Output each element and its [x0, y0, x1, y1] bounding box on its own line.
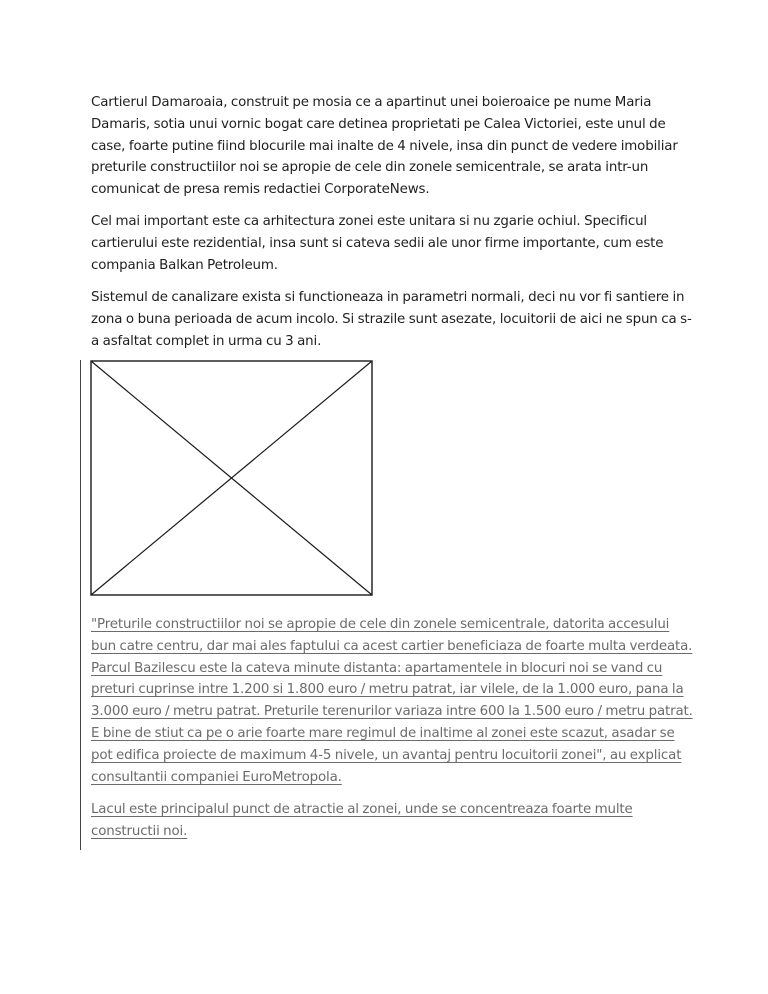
text-line: Sistemul de canalizare exista si functioneaza in parametri normali, deci nu vor fi santiere in — [91, 290, 685, 305]
tracked-paragraph-quote — [91, 614, 691, 788]
text-line: compania Balkan Petroleum. — [91, 257, 278, 273]
text-line: Cartierul Damaroaia, construit pe mosia ce a apartinut unei boieroaice pe nume Maria — [91, 95, 652, 110]
text-line: zona o buna perioada de acum incolo. Si strazile sunt asezate, locuitorii de aici ne spun ca s- — [91, 311, 692, 327]
text-line: Cel mai important este ca arhitectura zonei este unitara si nu zgarie ochiul. Specificul — [91, 214, 647, 229]
paragraph-architecture — [91, 211, 691, 276]
paragraph-infrastructure — [91, 287, 691, 352]
text-line: a asfaltat complet in urma cu 3 ani. — [91, 333, 322, 349]
paragraph-damaroaia-intro — [91, 92, 691, 201]
change-bar — [80, 360, 81, 850]
text-line: Damaris, sotia unui vornic bogat care detinea proprietati pe Calea Victoriei, este unul de — [91, 116, 666, 132]
tracked-paragraph-lake — [91, 799, 691, 843]
text-line: bun catre centru, dar mai ales faptului ca acest cartier beneficiaza de foarte multa verdeata. — [91, 638, 693, 654]
text-line: cartierului este rezidential, insa sunt si cateva sedii ale unor firme importante, cum este — [91, 235, 664, 251]
text-line: preturile constructiilor noi se apropie de cele din zonele semicentrale, se arata intr-un — [91, 160, 649, 176]
text-line: Parcul Bazilescu este la cateva minute distanta: apartamentele in blocuri noi se vand cu — [91, 660, 663, 676]
text-line: "Preturile constructiilor noi se apropie de cele din zonele semicentrale, datorita accesului — [91, 617, 670, 632]
image-placeholder[interactable] — [90, 360, 373, 596]
text-line: constructii noi. — [91, 823, 188, 839]
text-line: Lacul este principalul punct de atractie al zonei, unde se concentreaza foarte multe — [91, 802, 633, 817]
text-line: consultantii companiei EuroMetropola. — [91, 769, 342, 785]
text-line: case, foarte putine fiind blocurile mai inalte de 4 nivele, insa din punct de vedere imobiliar — [91, 138, 678, 154]
text-line: 3.000 euro / metru patrat. Preturile terenurilor variaza intre 600 la 1.500 euro / metru patrat. — [91, 704, 693, 720]
text-line: E bine de stiut ca pe o arie foarte mare regimul de inaltime al zonei este scazut, asadar se — [91, 725, 675, 741]
text-line: comunicat de presa remis redactiei CorporateNews. — [91, 182, 430, 198]
text-line: pot edifica proiecte de maximum 4-5 nivele, un avantaj pentru locuitorii zonei", au explicat — [91, 747, 682, 763]
text-line: preturi cuprinse intre 1.200 si 1.800 euro / metru patrat, iar vilele, de la 1.000 euro, pana la — [91, 682, 684, 698]
